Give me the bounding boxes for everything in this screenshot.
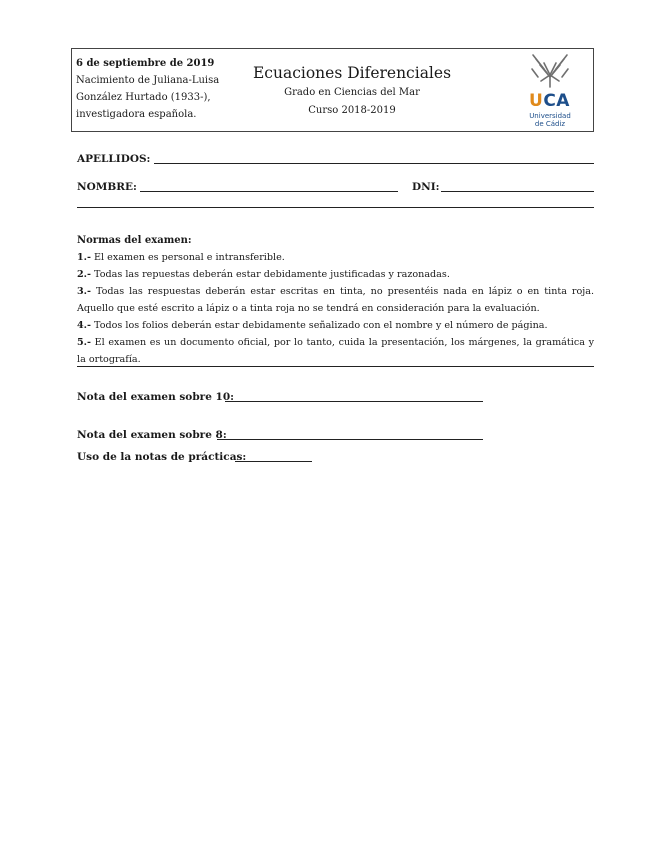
practicas-field[interactable] (235, 461, 312, 462)
apellidos-label: APELLIDOS: (77, 153, 151, 165)
dni-label: DNI: (412, 181, 440, 193)
exam-title: Ecuaciones Diferenciales (252, 64, 452, 82)
exam-date: 6 de septiembre de 2019 (76, 58, 215, 69)
nota8-label: Nota del examen sobre 8: (77, 429, 227, 441)
header-info (76, 55, 236, 123)
exam-header (71, 48, 594, 132)
nombre-field[interactable] (140, 191, 398, 192)
practicas-label: Uso de la notas de prácticas: (77, 451, 247, 463)
rule-item: 3.- Todas las respuestas deberán estar escritas en tinta, no presentéis nada en lápiz o en tinta roja. Aquello que esté escrito a lápiz o a tinta roja no se tendrá en consideración para la evaluación. (77, 286, 594, 314)
header-note-line: Nacimiento de Juliana-Luisa (76, 75, 220, 86)
rule-item: 4.- Todos los folios deberán estar debidamente señalizado con el nombre y el número de página. (77, 320, 548, 331)
divider (77, 207, 594, 208)
nota10-field[interactable] (225, 401, 483, 402)
exam-rules (77, 232, 594, 368)
rule-item: 2.- Todas las repuestas deberán estar debidamente justificadas y razonadas. (77, 269, 450, 280)
nombre-label: NOMBRE: (77, 181, 137, 193)
exam-subtitle: Grado en Ciencias del Mar (284, 87, 420, 98)
nota10-label: Nota del examen sobre 10: (77, 391, 235, 403)
apellidos-field[interactable] (154, 163, 594, 164)
header-title-block (242, 63, 462, 119)
rule-item: 5.- El examen es un documento oficial, por lo tanto, cuida la presentación, los márgenes, la gramática y la ortografía. (77, 337, 594, 365)
rules-title: Normas del examen: (77, 235, 192, 246)
university-logo (515, 53, 585, 129)
uca-emblem-icon (530, 53, 570, 89)
rule-item: 1.- El examen es personal e intransferible. (77, 252, 285, 263)
header-note-line: González Hurtado (1933-), (76, 92, 211, 103)
dni-field[interactable] (441, 191, 594, 192)
nota8-field[interactable] (217, 439, 483, 440)
header-note-line: investigadora española. (76, 109, 197, 120)
uca-name: Universidad de Cádiz (529, 112, 571, 128)
uca-acronym: UCA (529, 91, 570, 111)
exam-course: Curso 2018-2019 (308, 105, 396, 116)
divider (77, 366, 594, 367)
